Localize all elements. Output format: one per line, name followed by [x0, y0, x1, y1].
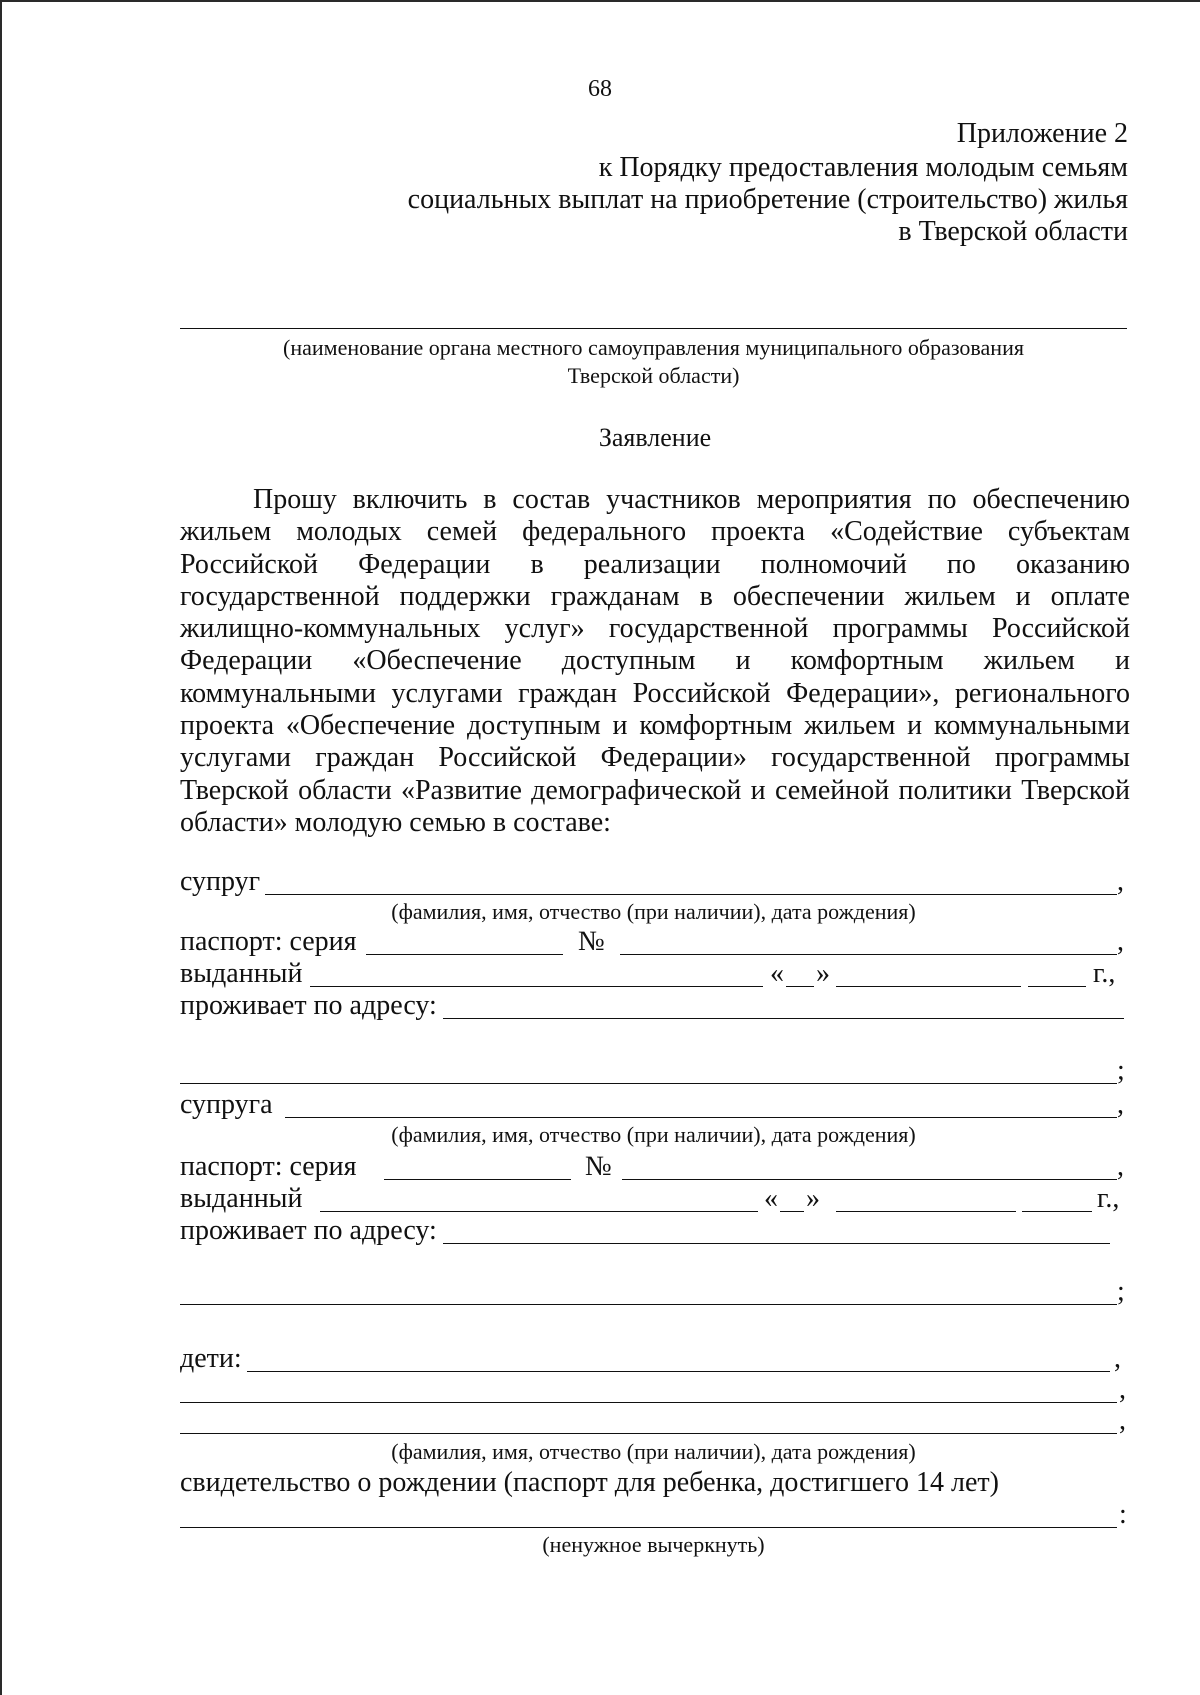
husband-issue-year-field[interactable]	[1028, 986, 1086, 987]
appendix-line-2: к Порядку предоставления молодым семьям	[598, 152, 1128, 183]
husband-name-field[interactable]	[265, 894, 1117, 895]
wife-passport-series-field[interactable]	[384, 1179, 571, 1180]
husband-address-field-2[interactable]	[180, 1083, 1117, 1084]
children-comma-3: ,	[1119, 1405, 1126, 1436]
husband-passport-series-field[interactable]	[366, 954, 563, 955]
wife-comma: ,	[1117, 1089, 1124, 1120]
wife-passport-series-label: паспорт: серия	[180, 1151, 357, 1182]
husband-passport-number-sign: №	[578, 926, 605, 957]
application-body: Прошу включить в состав участников мероприятия по обеспечению жильем молодых семей федерального проекта «Содействие субъектам Российской Федерации в реализации полномочий по оказанию государственной поддержки гражданам в обеспечении жильем и оплате жилищно-коммунальных услуг» государственной программы Российской Федерации «Обеспечение доступным и комфортным жильем и коммунальными услугами граждан Российской Федерации», регионального проекта «Обеспечение доступным и комфортным жильем и коммунальными услугами граждан Российской Федерации» государственной программы Тверской области «Развитие демографической и семейной политики Тверской области» молодую семью в составе:	[180, 484, 1130, 838]
children-field-2[interactable]	[180, 1402, 1117, 1403]
wife-issue-quote-open: «	[764, 1183, 778, 1214]
appendix-line-3: социальных выплат на приобретение (строительство) жилья	[407, 184, 1128, 215]
wife-issue-year-field[interactable]	[1022, 1211, 1092, 1212]
wife-issued-by-field[interactable]	[320, 1211, 758, 1212]
husband-passport-number-field[interactable]	[620, 954, 1117, 955]
wife-year-suffix: г.,	[1097, 1183, 1120, 1214]
husband-issued-label: выданный	[180, 958, 303, 989]
wife-issue-quote-close: »	[806, 1183, 820, 1214]
page-number: 68	[588, 76, 612, 102]
children-field-1[interactable]	[247, 1371, 1110, 1372]
wife-address-field-1[interactable]	[443, 1243, 1110, 1244]
birth-certificate-label: свидетельство о рождении (паспорт для ребенка, достигшего 14 лет)	[180, 1467, 999, 1498]
husband-passport-series-label: паспорт: серия	[180, 926, 357, 957]
wife-issue-day-field[interactable]	[780, 1211, 804, 1212]
scan-edge-left	[0, 0, 2, 1695]
wife-fio-caption: (фамилия, имя, отчество (при наличии), дата рождения)	[391, 1122, 916, 1147]
birth-certificate-field[interactable]	[180, 1527, 1117, 1528]
children-comma-1: ,	[1114, 1343, 1121, 1374]
children-comma-2: ,	[1119, 1374, 1126, 1405]
appendix-title: Приложение 2	[956, 118, 1128, 149]
husband-issue-day-field[interactable]	[786, 986, 814, 987]
authority-name-field[interactable]	[180, 328, 1127, 329]
children-label: дети:	[180, 1343, 242, 1374]
husband-fio-caption: (фамилия, имя, отчество (при наличии), дата рождения)	[391, 899, 916, 924]
husband-semicolon: ;	[1117, 1055, 1125, 1086]
husband-comma: ,	[1117, 866, 1124, 897]
wife-address-field-2[interactable]	[180, 1304, 1117, 1305]
husband-issued-by-field[interactable]	[310, 986, 763, 987]
wife-passport-number-field[interactable]	[622, 1179, 1117, 1180]
scan-edge-top	[0, 0, 1200, 2]
husband-address-field-1[interactable]	[443, 1018, 1124, 1019]
wife-address-label: проживает по адресу:	[180, 1215, 437, 1246]
wife-issue-month-field[interactable]	[836, 1211, 1016, 1212]
document-title: Заявление	[598, 423, 712, 452]
wife-passport-number-sign: №	[585, 1151, 612, 1182]
appendix-line-4: в Тверской области	[898, 216, 1128, 247]
strike-note: (ненужное вычеркнуть)	[542, 1532, 765, 1557]
husband-label: супруг	[180, 866, 261, 897]
husband-address-label: проживает по адресу:	[180, 990, 437, 1021]
wife-name-field[interactable]	[285, 1117, 1117, 1118]
wife-issued-label: выданный	[180, 1183, 303, 1214]
husband-issue-month-field[interactable]	[836, 986, 1021, 987]
wife-passport-comma: ,	[1117, 1151, 1124, 1182]
birth-certificate-colon: :	[1119, 1499, 1127, 1530]
authority-caption-line-1: (наименование органа местного самоуправления муниципального образования	[283, 335, 1024, 360]
authority-caption-line-2: Тверской области)	[567, 363, 740, 388]
children-field-3[interactable]	[180, 1433, 1117, 1434]
children-fio-caption: (фамилия, имя, отчество (при наличии), дата рождения)	[391, 1439, 916, 1464]
husband-issue-quote-open: «	[770, 958, 784, 989]
husband-year-suffix: г.,	[1093, 958, 1116, 989]
husband-issue-quote-close: »	[816, 958, 830, 989]
wife-semicolon: ;	[1117, 1276, 1125, 1307]
wife-label: супруга	[180, 1089, 273, 1120]
husband-passport-comma: ,	[1117, 926, 1124, 957]
